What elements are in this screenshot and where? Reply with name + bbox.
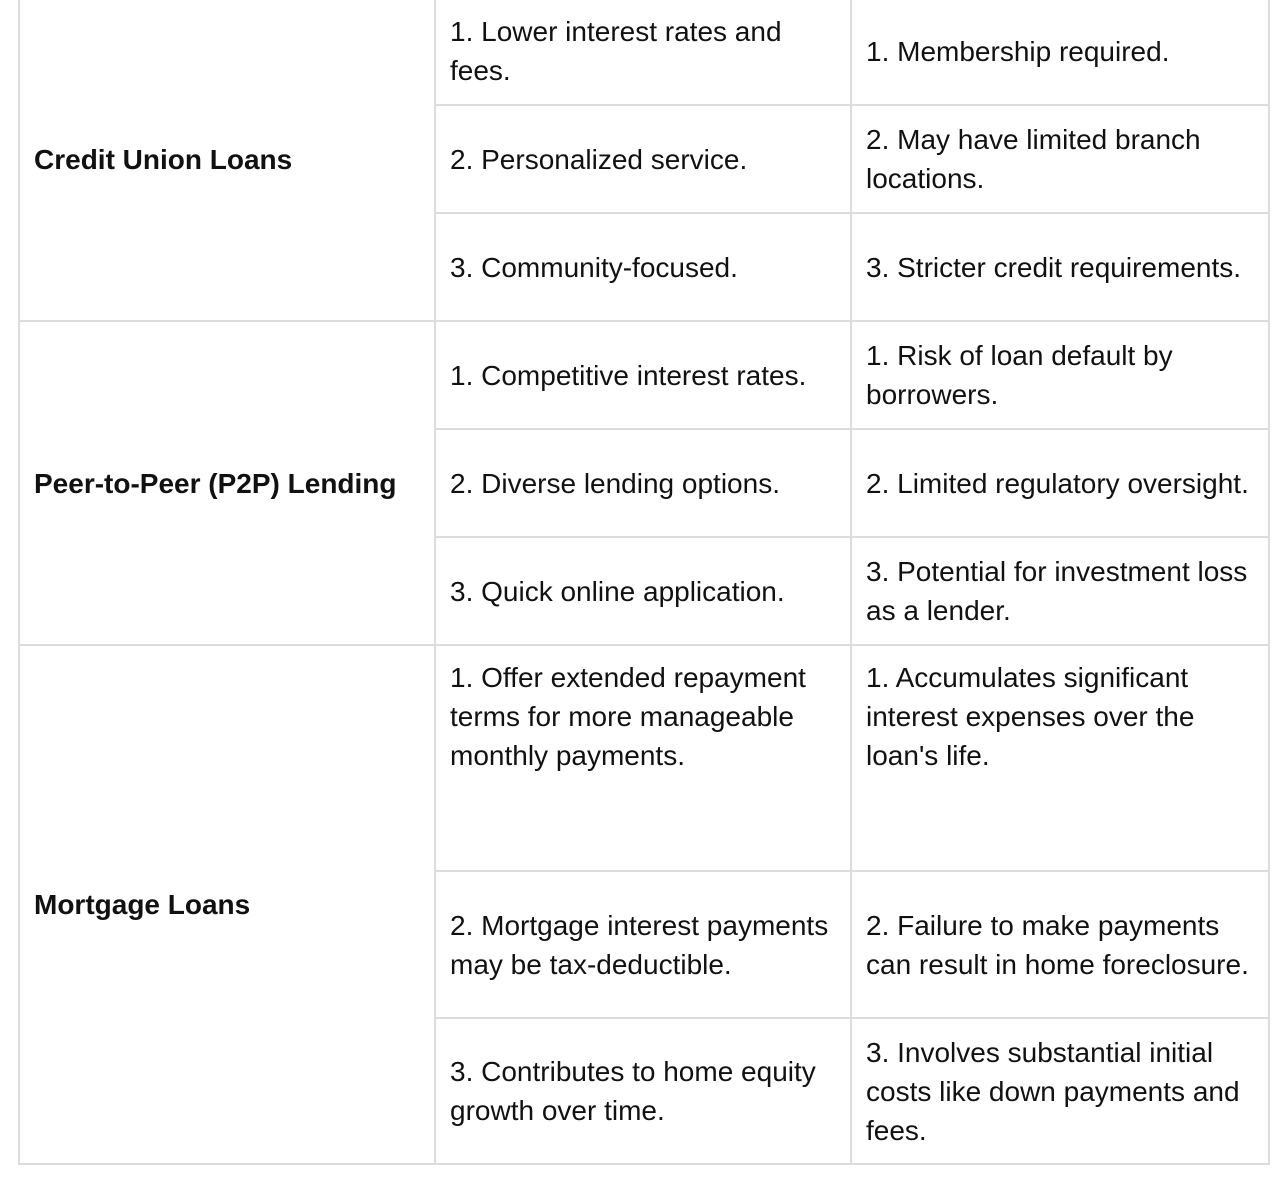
table-row [19,321,1269,429]
pro-cell: 3. Community-focused. [435,213,851,321]
con-cell: 1. Accumulates significant interest expenses over the loan's life. [851,645,1269,871]
con-cell: 3. Stricter credit requirements. [851,213,1269,321]
pro-cell: 2. Mortgage interest payments may be tax-deductible. [435,871,851,1018]
con-cell: 1. Membership required. [851,0,1269,105]
pro-cell: 1. Offer extended repayment terms for more manageable monthly payments. [435,645,851,871]
con-cell: 2. Failure to make payments can result in home foreclosure. [851,871,1269,1018]
pro-cell: 2. Personalized service. [435,105,851,213]
loan-type-cell: Credit Union Loans [19,0,435,321]
con-cell: 2. Limited regulatory oversight. [851,429,1269,537]
pro-cell: 1. Competitive interest rates. [435,321,851,429]
con-cell: 3. Potential for investment loss as a lender. [851,537,1269,645]
con-cell: 1. Risk of loan default by borrowers. [851,321,1269,429]
pro-cell: 2. Diverse lending options. [435,429,851,537]
table-row [19,0,1269,105]
pro-cell: 1. Lower interest rates and fees. [435,0,851,105]
con-cell: 3. Involves substantial initial costs like down payments and fees. [851,1018,1269,1164]
pro-cell: 3. Contributes to home equity growth over time. [435,1018,851,1164]
table-row [19,645,1269,871]
con-cell: 2. May have limited branch locations. [851,105,1269,213]
loan-type-cell: Peer-to-Peer (P2P) Lending [19,321,435,645]
loan-type-cell: Mortgage Loans [19,645,435,1164]
pro-cell: 3. Quick online application. [435,537,851,645]
loan-comparison-table [18,0,1270,1165]
